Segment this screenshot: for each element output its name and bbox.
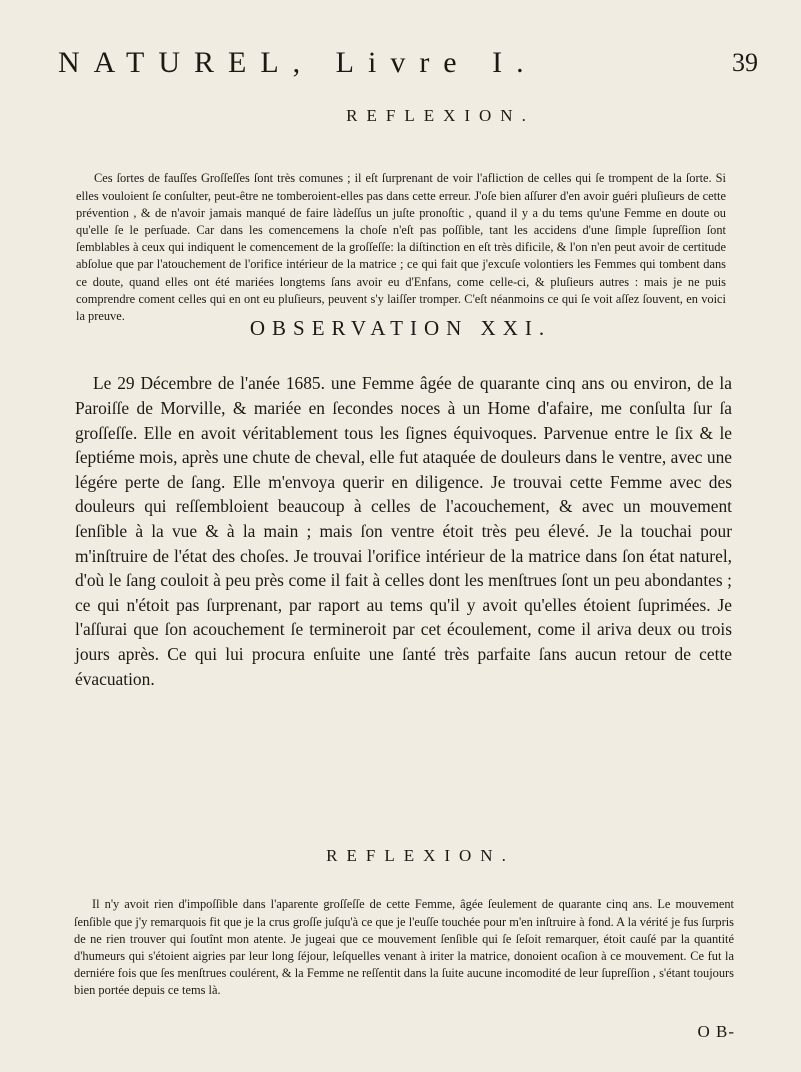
observation-heading: OBSERVATION XXI. bbox=[249, 316, 552, 340]
reflexion-heading-1: REFLEXION. bbox=[346, 106, 535, 125]
page-number: 39 bbox=[732, 48, 758, 77]
reflexion-heading-2: REFLEXION. bbox=[326, 846, 515, 865]
reflexion-paragraph-1: Ces ſortes de fauſſes Groſſeſſes ſont très comunes ; il eſt ſurprenant de voir l'afliction de celles qui ſe trompent de la ſorte. Si elles vouloient ſe conſulter, peut-être ne tomberoient-elles pas dans cette erreur. J'oſe bien aſſurer d'en avoir guéri pluſieurs de cette prévention , & de n'avoir jamais manqué de faire làdeſſus un juſte pronoſtic , quand il y a du tems qu'une Femme en doute ou qu'elle ſe le perſuade. Car dans les comencemens la choſe n'eſt pas poſſible, tant les accidens d'une ſimple ſupreſſion ſont ſemblables à ceux qui indiquent le comencement de la groſſeſſe: la diſtinction en eſt très dificile, & l'on n'en peut avoir de certitude abſolue que par l'atouchement de l'orifice intérieur de la matrice ; ce qui fait que j'excuſe volontiers les Femmes qui tombent dans ce doute, quand elles ont été mariées longtems ſans avoir eu d'Enfans, come celle-ci, & pluſieurs autres : mais je ne puis comprendre coment celles qui en ont eu pluſieurs, peuvent s'y laiſſer tromper. C'eſt néanmoins ce qui ſe voit aſſez ſouvent, en voici la preuve. bbox=[76, 171, 726, 324]
catchword: O B- bbox=[697, 1022, 735, 1041]
reflexion-paragraph-2: Il n'y avoit rien d'impoſſible dans l'aparente groſſeſſe de cette Femme, âgée ſeulement de quarante cinq ans. Le mouvement ſenſible que j'y remarquois fit que je la crus groſſe juſqu'à ce que je l'euſſe touchée pour m'en inſtruire à fond. A la vérité je fus ſurpris de ne rien trouver qui ſoutînt mon atente. Je jugeai que ce mouvement ſenſible qui ſe ſeſoit remarquer, étoit cauſé par la quantité d'humeurs qui s'étoient aigries par leur long ſéjour, leſquelles venant à iriter la matrice, donoient ocaſion à ce mouvement. Ce fut la derniére fois que ſes menſtrues coulérent, & la Femme ne reſſentit dans la ſuite aucune incomodité de leur ſupreſſion , s'étant toujours bien portée depuis ce tems là. bbox=[74, 897, 734, 998]
running-head bbox=[58, 46, 758, 82]
running-title: NATUREL, Livre I. bbox=[58, 46, 538, 79]
observation-paragraph: Le 29 Décembre de l'anée 1685. une Femme âgée de quarante cinq ans ou environ, de la Paroiſſe de Morville, & mariée en ſecondes noces à un Home d'afaire, me conſulta ſur ſa groſſeſſe. Elle en avoit véritablement tous les ſignes équivoques. Parvenue entre le ſix & le ſeptiéme mois, après une chute de cheval, elle fut ataquée de douleurs dans le ventre, avec une légére perte de ſang. Elle m'envoya querir en diligence. Je trouvai cette Femme avec des douleurs qui reſſembloient beaucoup à celles de l'acouchement, & avec un mouvement ſenſible à la vue & à la main ; mais ſon ventre étoit très peu élevé. Je la touchai pour m'inſtruire de l'état des choſes. Je trouvai l'orifice intérieur de la matrice dans ſon état naturel, d'où le ſang couloit à peu près come il fait à celles dont les menſtrues ſont un peu abondantes ; ce qui n'étoit pas ſurprenant, par raport au tems qu'il y avoit qu'elles étoient ſuprimées. Je l'aſſurai que ſon acouchement ſe termineroit par cet écoulement, come il ariva deux ou trois jours après. Ce qui lui procura enſuite une ſanté très parfaite ſans aucun retour de cette évacuation. bbox=[75, 373, 732, 689]
